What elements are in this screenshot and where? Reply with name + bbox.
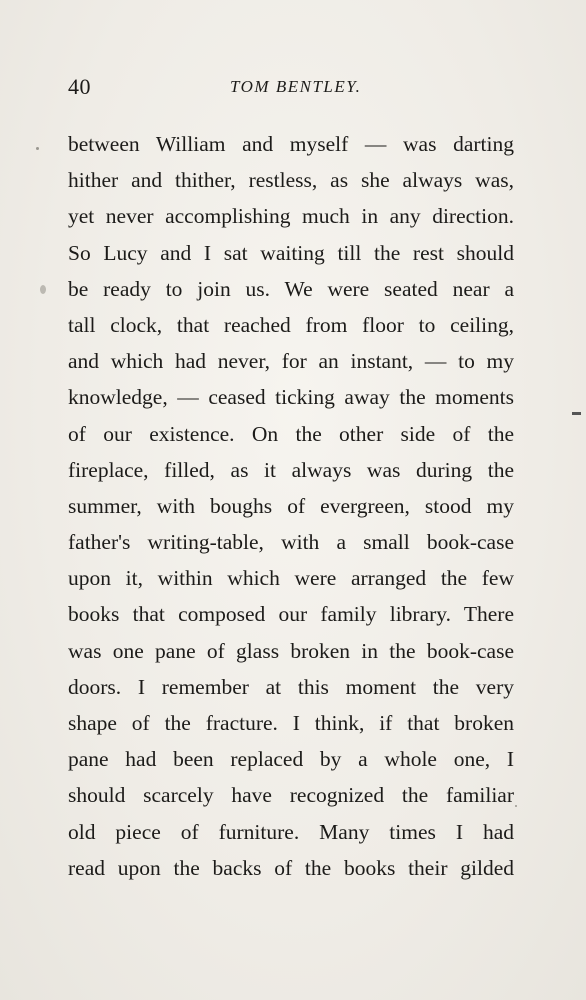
print-speck: [36, 147, 39, 150]
text-line: So Lucy and I sat waiting till the rest should: [68, 240, 514, 265]
text-line: yet never accomplishing much in any direction.: [68, 204, 514, 229]
text-line: doors. I remember at this moment the very: [68, 674, 514, 699]
text-line: hither and thither, restless, as she always was,: [68, 168, 514, 193]
text-line: and which had never, for an instant, — to my: [68, 349, 514, 374]
text-line: of our existence. On the other side of the: [68, 421, 514, 446]
running-head: TOM BENTLEY.: [230, 77, 362, 96]
text-line: tall clock, that reached from floor to ceiling,: [68, 312, 514, 337]
print-speck: [572, 412, 581, 415]
text-line: old piece of furniture. Many times I had: [68, 819, 514, 844]
text-line: knowledge, — ceased ticking away the moments: [68, 385, 514, 410]
print-speck: [40, 285, 46, 294]
text-line: summer, with boughs of evergreen, stood my: [68, 493, 514, 518]
body-text: [68, 126, 514, 886]
page-header: [68, 74, 514, 104]
text-line: books that composed our family library. There: [68, 602, 514, 627]
text-line: fireplace, filled, as it always was during the: [68, 457, 514, 482]
text-line: was one pane of glass broken in the book-case: [68, 638, 514, 663]
text-line: upon it, within which were arranged the few: [68, 566, 514, 591]
text-line: shape of the fracture. I think, if that broken: [68, 711, 514, 735]
page-number: 40: [68, 74, 91, 99]
text-line: between William and myself — was darting: [68, 132, 514, 156]
text-line: pane had been replaced by a whole one, I: [68, 747, 514, 772]
print-speck: [515, 805, 517, 807]
text-line: read upon the backs of the books their gilded: [68, 855, 514, 880]
text-line: father's writing-table, with a small book-case: [68, 530, 514, 555]
text-line: be ready to join us. We were seated near a: [68, 276, 514, 301]
text-line: should scarcely have recognized the familiar: [68, 783, 514, 808]
